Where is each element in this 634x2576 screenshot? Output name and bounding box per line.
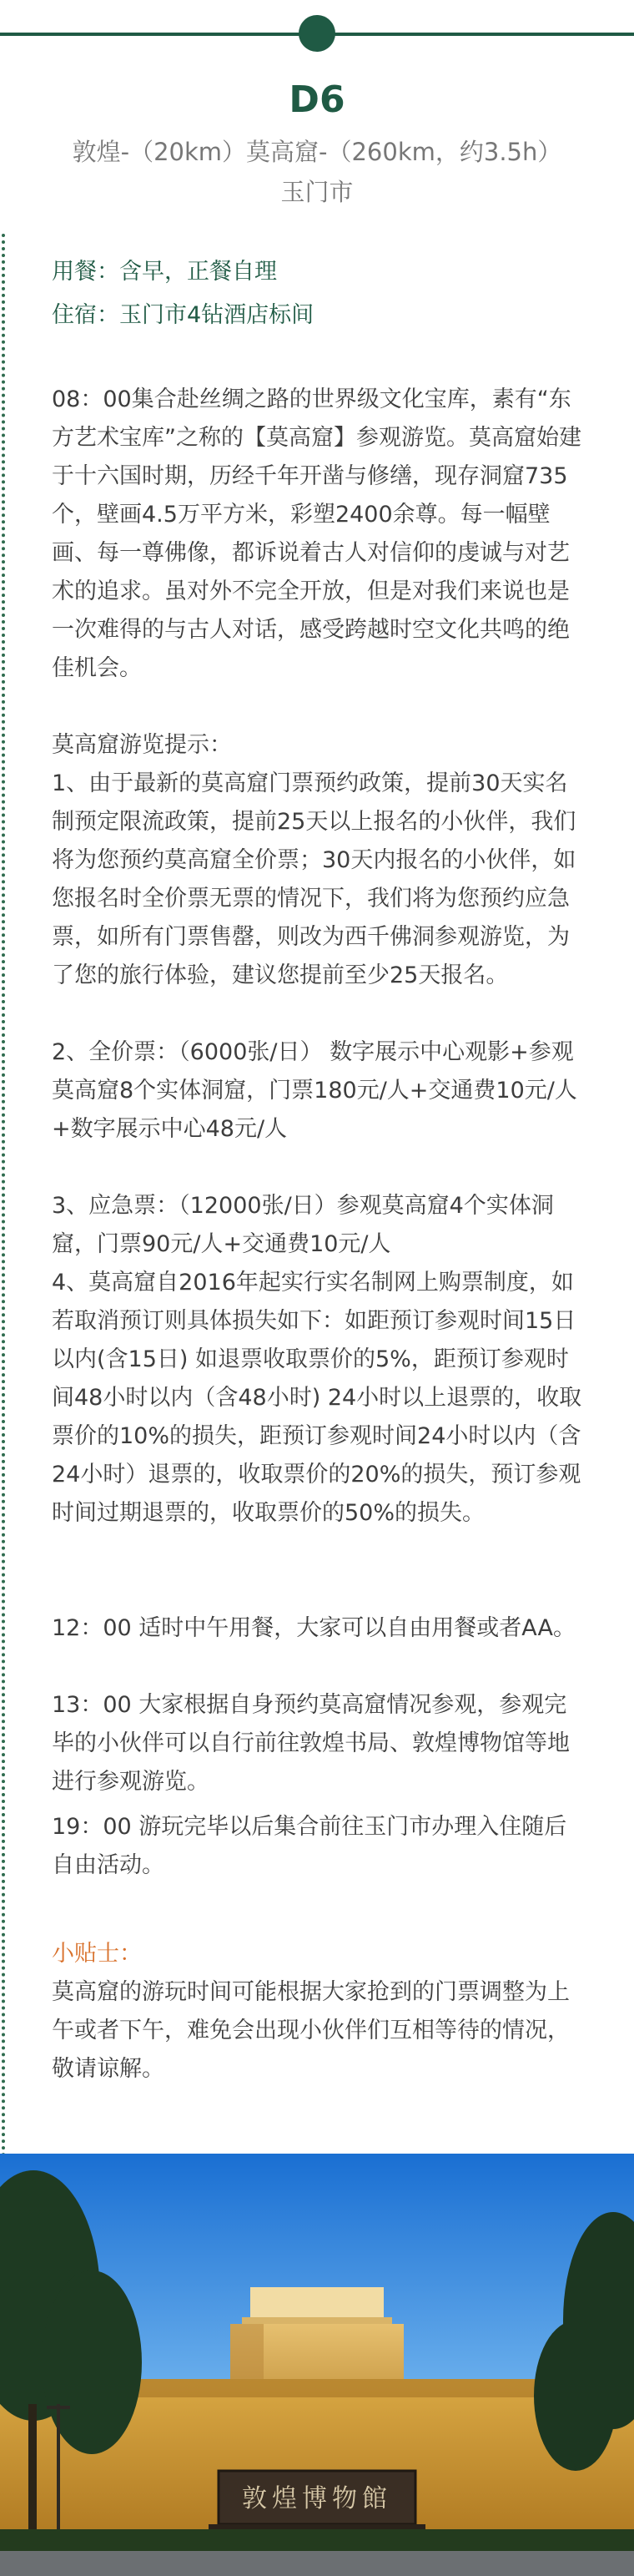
afternoon-schedule: 13：00 大家根据自身预约莫高窟情况参观，参观完毕的小伙伴可以自行前往敦煌书局、敦煌博物馆等地进行参观游览。 <box>52 1692 570 1795</box>
evening-schedule: 19：00 游玩完毕以后集合前往玉门市办理入住随后自由活动。 <box>52 1814 567 1878</box>
ticket-tip-3: 3、应急票：（12000张/日）参观莫高窟4个实体洞窟，门票90元/人+交通费10元/人 <box>52 1193 554 1257</box>
tips-text: 莫高窟的游玩时间可能根据大家抢到的门票调整为上午或者下午，难免会出现小伙伴们互相等待的情况，敬请谅解。 <box>52 1979 570 2082</box>
day-title: D6 <box>289 78 345 121</box>
noon-schedule: 12：00 适时中午用餐，大家可以自由用餐或者AA。 <box>52 1615 576 1641</box>
ticket-tip-4: 4、莫高窟自2016年起实行实名制网上购票制度，如若取消预订则具体损失如下：如距预订参观时间15日以内(含15日) 如退票收取票价的5%，距预订参观时间48小时以内（含48小时) 24小时以上退票的，收取票价的10%的损失，距预订参观时间24小时以内（含24小时）退票的，收取票价的20%的损失，预订参观时间过期退票的，收取票价的50%的损失。 <box>52 1270 582 1526</box>
route-line-1: 敦煌-（20km）莫高窟-（260km，约3.5h） <box>72 138 562 166</box>
meal-info: 用餐：含早，正餐自理 <box>52 259 277 285</box>
tower-ledge <box>242 2317 392 2324</box>
ticket-tip-2: 2、全价票：（6000张/日） 数字展示中心观影+参观莫高窟8个实体洞窟，门票180元/人+交通费10元/人+数字展示中心48元/人 <box>52 1039 577 1142</box>
lodging-info: 住宿：玉门市4钻酒店标间 <box>52 302 314 328</box>
tips-heading: 莫高窟游览提示： <box>52 732 232 758</box>
tower-top <box>250 2287 384 2319</box>
route-subtitle <box>33 132 601 212</box>
dunhuang-museum-photo <box>0 2154 634 2576</box>
tips-title: 小贴士： <box>52 1941 142 1967</box>
top-divider-dot <box>299 15 335 52</box>
itinerary-intro: 08：00集合赴丝绸之路的世界级文化宝库，素有“东方艺术宝库”之称的【莫高窟】参观游览。莫高窟始建于十六国时期，历经千年开凿与修缮，现存洞窟735个，壁画4.5万平方米，彩塑2400余尊。每一幅壁画、每一尊佛像，都诉说着古人对信仰的虔诚与对艺术的追求。虽对外不完全开放，但是对我们来说也是一次难得的与古人对话，感受跨越时空文化共鸣的绝佳机会。 <box>52 386 581 681</box>
ticket-tip-1: 1、由于最新的莫高窟门票预约政策，提前30天实名制预定限流政策，提前25天以上报名的小伙伴，我们将为您预约莫高窟全价票；30天内报名的小伙伴，如您报名时全价票无票的情况下，我们将为您预约应急票，如所有门票售罄，则改为西千佛洞参观游览，为了您的旅行体验，建议您提前至少25天报名。 <box>52 770 576 988</box>
hedge <box>0 2529 634 2551</box>
ground <box>0 2551 634 2576</box>
museum-plaque-text: 敦煌博物館 <box>242 2484 392 2513</box>
route-line-2: 玉门市 <box>280 178 354 206</box>
museum-illustration <box>0 2154 634 2576</box>
